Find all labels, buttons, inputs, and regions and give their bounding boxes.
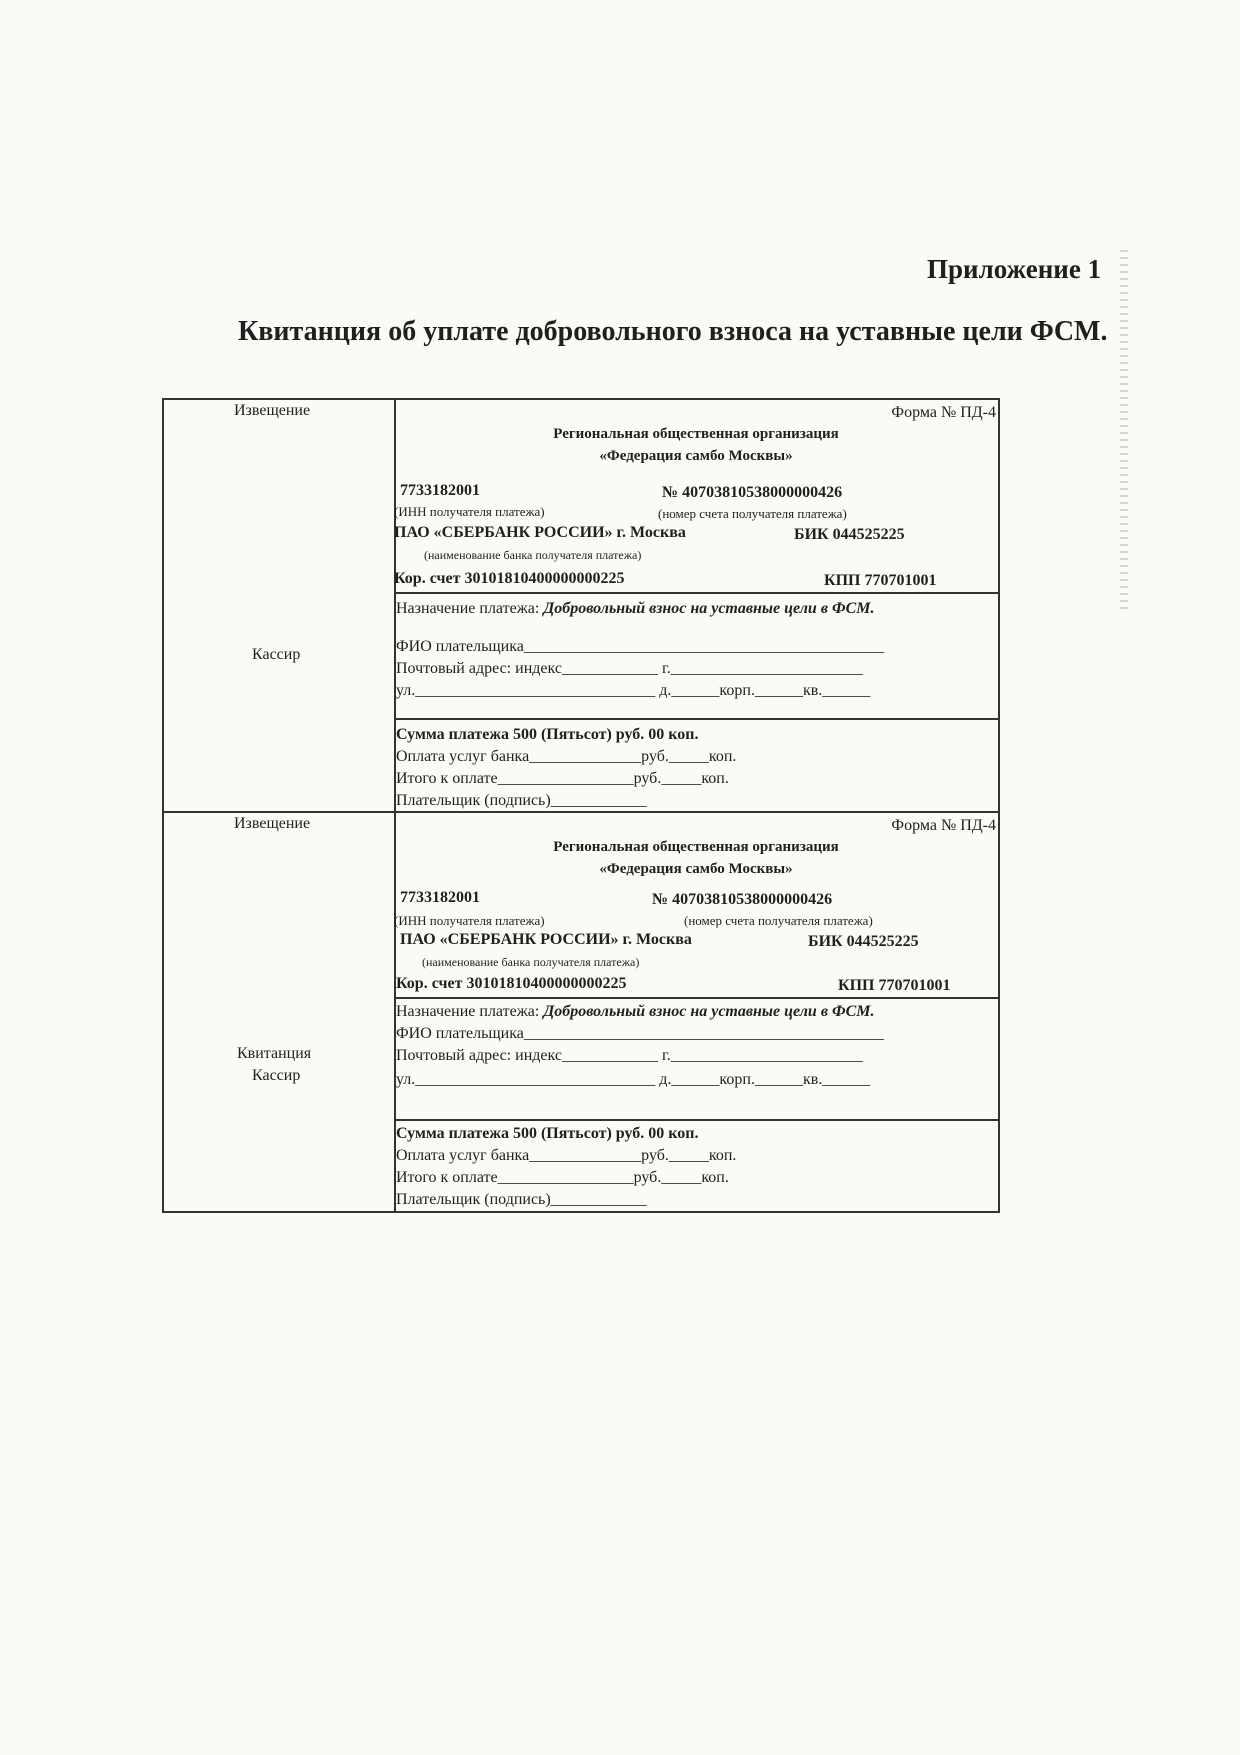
postal-address-field[interactable]: Почтовый адрес: индекс____________ г.________________________ bbox=[396, 660, 863, 677]
recipient-inn: 7733182001 bbox=[400, 482, 480, 499]
cashier-label: Кассир bbox=[252, 646, 301, 663]
street-address-field[interactable]: ул.______________________________ д.______корп.______кв.______ bbox=[396, 1071, 871, 1088]
recipient-kpp: КПП 770701001 bbox=[824, 572, 937, 589]
recipient-kpp: КПП 770701001 bbox=[838, 977, 951, 994]
street-address-field[interactable]: ул.______________________________ д.______корп.______кв.______ bbox=[396, 682, 871, 699]
receipt-label: Квитанция bbox=[237, 1045, 312, 1062]
inn-caption: (ИНН получателя платежа) bbox=[394, 504, 545, 519]
recipient-org-line2: «Федерация самбо Москвы» bbox=[599, 448, 793, 464]
scan-edge-marks bbox=[1120, 250, 1128, 610]
bank-caption: (наименование банка получателя платежа) bbox=[422, 955, 640, 969]
purpose-value: Добровольный взнос на уставные цели в ФСМ. bbox=[543, 600, 875, 617]
bank-fee-field[interactable]: Оплата услуг банка______________руб._____коп. bbox=[396, 1147, 737, 1164]
payment-sum: Сумма платежа 500 (Пятьсот) руб. 00 коп. bbox=[396, 1125, 699, 1142]
recipient-account: № 40703810538000000426 bbox=[652, 891, 833, 908]
account-caption: (номер счета получателя платежа) bbox=[658, 506, 847, 521]
recipient-org-line1: Региональная общественная организация bbox=[553, 839, 839, 855]
appendix-label: Приложение 1 bbox=[927, 254, 1102, 284]
notice-label: Извещение bbox=[234, 402, 311, 419]
purpose-label: Назначение платежа: bbox=[396, 600, 544, 617]
total-field[interactable]: Итого к оплате_________________руб._____коп. bbox=[396, 1169, 729, 1186]
notice-label: Извещение bbox=[234, 815, 311, 832]
account-caption: (номер счета получателя платежа) bbox=[684, 913, 873, 928]
correspondent-account: Кор. счет 30101810400000000225 bbox=[396, 975, 627, 992]
recipient-account: № 40703810538000000426 bbox=[662, 484, 843, 501]
form-number: Форма № ПД-4 bbox=[891, 404, 996, 421]
payment-purpose bbox=[396, 1003, 874, 1021]
notice-right-column bbox=[394, 400, 998, 811]
receipt-right-column bbox=[394, 813, 998, 1211]
payer-signature-field[interactable]: Плательщик (подпись)____________ bbox=[396, 792, 647, 809]
postal-address-field[interactable]: Почтовый адрес: индекс____________ г.________________________ bbox=[396, 1047, 863, 1064]
recipient-org-line1: Региональная общественная организация bbox=[553, 426, 839, 442]
payer-name-field[interactable]: ФИО плательщика_____________________________________________ bbox=[396, 638, 884, 655]
correspondent-account: Кор. счет 30101810400000000225 bbox=[394, 570, 625, 587]
document-title: Квитанция об уплате добровольного взноса на уставные цели ФСМ. bbox=[238, 316, 1108, 347]
section-divider bbox=[394, 1119, 998, 1121]
cashier-label: Кассир bbox=[252, 1067, 301, 1084]
bank-bik: БИК 044525225 bbox=[794, 526, 905, 543]
section-divider bbox=[394, 718, 998, 720]
recipient-org-line2: «Федерация самбо Москвы» bbox=[599, 861, 793, 877]
bank-bik: БИК 044525225 bbox=[808, 933, 919, 950]
bank-caption: (наименование банка получателя платежа) bbox=[424, 548, 642, 562]
form-number: Форма № ПД-4 bbox=[891, 817, 996, 834]
bank-fee-field[interactable]: Оплата услуг банка______________руб._____коп. bbox=[396, 748, 737, 765]
payment-receipt bbox=[162, 813, 1000, 1213]
purpose-value: Добровольный взнос на уставные цели в ФСМ. bbox=[543, 1003, 875, 1020]
payer-signature-field[interactable]: Плательщик (подпись)____________ bbox=[396, 1191, 647, 1208]
inn-caption: (ИНН получателя платежа) bbox=[394, 913, 545, 928]
section-divider bbox=[394, 592, 998, 594]
payment-notice bbox=[162, 398, 1000, 813]
section-divider bbox=[394, 997, 998, 999]
payer-name-field[interactable]: ФИО плательщика_____________________________________________ bbox=[396, 1025, 884, 1042]
total-field[interactable]: Итого к оплате_________________руб._____коп. bbox=[396, 770, 729, 787]
payment-purpose bbox=[396, 600, 874, 618]
bank-name: ПАО «СБЕРБАНК РОССИИ» г. Москва bbox=[394, 524, 686, 541]
payment-sum: Сумма платежа 500 (Пятьсот) руб. 00 коп. bbox=[396, 726, 699, 743]
recipient-inn: 7733182001 bbox=[400, 889, 480, 906]
receipt-left-column bbox=[164, 813, 396, 1211]
bank-name: ПАО «СБЕРБАНК РОССИИ» г. Москва bbox=[400, 931, 692, 948]
purpose-label: Назначение платежа: bbox=[396, 1003, 544, 1020]
notice-left-column bbox=[164, 400, 396, 811]
